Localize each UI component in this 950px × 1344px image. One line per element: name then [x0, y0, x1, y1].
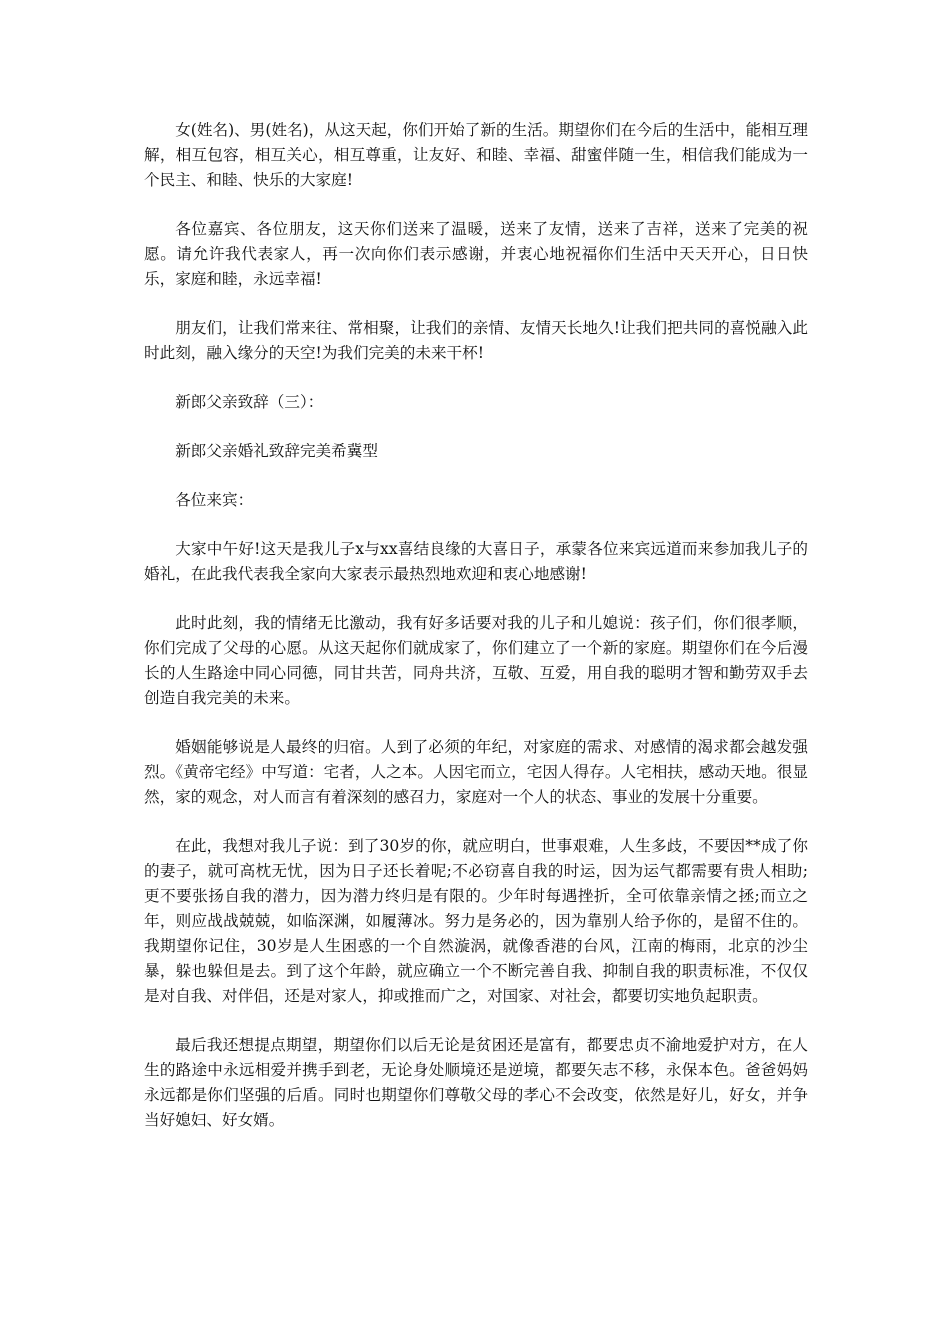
- paragraph-marriage: 婚姻能够说是人最终的归宿。人到了必须的年纪，对家庭的需求、对感情的渴求都会越发强烈。《黄帝宅经》中写道：宅者，人之本。人因宅而立，宅因人得存。人宅相扶，感动天地。很显然，家的观念，对人而言有着深刻的感召力，家庭对一个人的状态、事业的发展十分重要。: [144, 738, 808, 806]
- paragraph-greeting: 大家中午好!这天是我儿子x与xx喜结良缘的大喜日子，承蒙各位来宾远道而来参加我儿子的婚礼，在此我代表我全家向大家表示最热烈地欢迎和衷心地感谢!: [144, 540, 808, 583]
- paragraph-wishes: 女(姓名)、男(姓名)，从这天起，你们开始了新的生活。期望你们在今后的生活中，能相互理解，相互包容，相互关心，相互尊重，让友好、和睦、幸福、甜蜜伴随一生，相信我们能成为一个民主、和睦、快乐的大家庭!: [144, 121, 808, 189]
- salutation: 各位来宾：: [175, 491, 254, 509]
- section-subtitle: 新郎父亲婚礼致辞完美希冀型: [175, 442, 378, 460]
- document-body: [144, 118, 808, 1157]
- paragraph-final-wishes: 最后我还想提点期望，期望你们以后无论是贫困还是富有，都要忠贞不渝地爱护对方，在人生的路途中永远相爱并携手到老，无论身处顺境还是逆境，都要矢志不移，永保本色。爸爸妈妈永远都是你们坚强的后盾。同时也期望你们尊敬父母的孝心不会改变，依然是好儿，好女，并争当好媳妇、好女婿。: [144, 1036, 808, 1129]
- paragraph-emotion: 此时此刻，我的情绪无比激动，我有好多话要对我的儿子和儿媳说：孩子们，你们很孝顺，你们完成了父母的心愿。从这天起你们就成家了，你们建立了一个新的家庭。期望你们在今后漫长的人生路途中同心同德，同甘共苦，同舟共济，互敬、互爱，用自我的聪明才智和勤劳双手去创造自我完美的未来。: [144, 614, 808, 707]
- paragraph-thanks-guests: 各位嘉宾、各位朋友，这天你们送来了温暖，送来了友情，送来了吉祥，送来了完美的祝愿。请允许我代表家人，再一次向你们表示感谢，并衷心地祝福你们生活中天天开心，日日快乐，家庭和睦，永远幸福!: [144, 220, 808, 288]
- paragraph-toast: 朋友们，让我们常来往、常相聚，让我们的亲情、友情天长地久!让我们把共同的喜悦融入此时此刻，融入缘分的天空!为我们完美的未来干杯!: [144, 319, 808, 362]
- paragraph-advice-son: 在此，我想对我儿子说：到了30岁的你，就应明白，世事艰难，人生多歧，不要因**成了你的妻子，就可高枕无忧，因为日子还长着呢;不必窃喜自我的时运，因为运气都需要有贵人相助;更不要张扬自我的潜力，因为潜力终归是有限的。少年时每遇挫折，全可依靠亲情之拯;而立之年，则应战战兢兢，如临深渊，如履薄冰。努力是务必的，因为靠别人给予你的，是留不住的。我期望你记住，30岁是人生困惑的一个自然漩涡，就像香港的台风，江南的梅雨，北京的沙尘暴，躲也躲但是去。到了这个年龄，就应确立一个不断完善自我、抑制自我的职责标准，不仅仅是对自我、对伴侣，还是对家人，抑或推而广之，对国家、对社会，都要切实地负起职责。: [144, 837, 808, 1005]
- section-heading: 新郎父亲致辞（三）：: [175, 393, 324, 411]
